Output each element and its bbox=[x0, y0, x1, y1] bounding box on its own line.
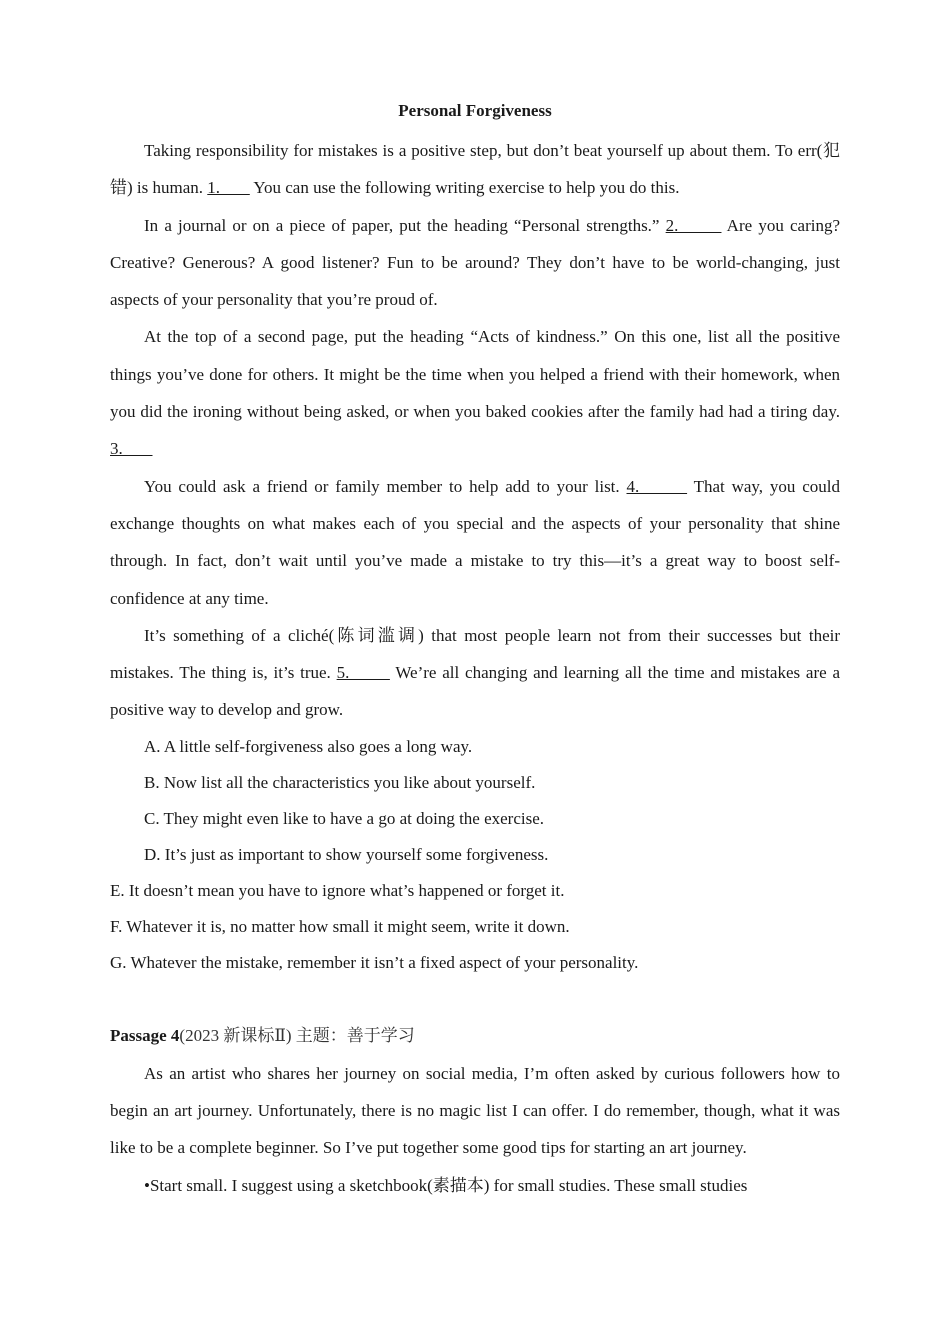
passage-4-paragraph-2: •Start small. I suggest using a sketchbook(素描本) for small studies. These small studies bbox=[144, 1175, 748, 1195]
blank-5: 5. bbox=[336, 663, 390, 683]
option-d: D. It’s just as important to show yourself some forgiveness. bbox=[144, 844, 549, 864]
option-c: C. They might even like to have a go at doing the exercise. bbox=[144, 808, 545, 828]
paragraph-4: You could ask a friend or family member to help add to your list. 4. That way, you could exchange thoughts on what makes each of you special and the aspects of your personality that shine through. In fact, don’t wait until you’ve made a mistake to try this—it’s a great way to boost self-confidence at any time. bbox=[110, 476, 840, 608]
document-page bbox=[110, 98, 840, 1204]
passage-4-label: Passage 4 bbox=[110, 1025, 180, 1045]
blank-1: 1. bbox=[207, 178, 250, 198]
blank-3: 3. bbox=[110, 439, 153, 459]
option-b: B. Now list all the characteristics you like about yourself. bbox=[144, 772, 536, 792]
passage-4-heading bbox=[110, 1023, 840, 1049]
blank-4: 4. bbox=[626, 476, 688, 496]
passage-title: Personal Forgiveness bbox=[398, 101, 552, 120]
paragraph-3: At the top of a second page, put the heading “Acts of kindness.” On this one, list all the positive things you’ve done for others. It might be the time when you helped a friend with their homework, when you did the ironing without being asked, or when you baked cookies after the family had had a tiring day. 3. bbox=[110, 327, 840, 459]
paragraph-1: Taking responsibility for mistakes is a positive step, but don’t beat yourself up about them. To err(犯错) is human. 1. You can use the following writing exercise to help you do this. bbox=[110, 141, 840, 198]
option-f: F. Whatever it is, no matter how small it might seem, write it down. bbox=[110, 916, 570, 936]
options-list bbox=[110, 729, 840, 981]
passage-4-paragraph-1: As an artist who shares her journey on social media, I’m often asked by curious followers how to begin an art journey. Unfortunately, there is no magic list I can offer. I do remember, though, what it was like to be a complete beginner. So I’ve put together some good tips for starting an art journey. bbox=[110, 1063, 840, 1158]
option-g: G. Whatever the mistake, remember it isn’t a fixed aspect of your personality. bbox=[110, 952, 639, 972]
blank-2: 2. bbox=[665, 215, 722, 235]
passage-4-meta: (2023 新课标Ⅱ) 主题：善于学习 bbox=[179, 1025, 415, 1045]
option-a: A. A little self-forgiveness also goes a long way. bbox=[144, 736, 473, 756]
paragraph-2: In a journal or on a piece of paper, put the heading “Personal strengths.” 2. Are you caring? Creative? Generous? A good listener? Fun to be around? They don’t have to be world-changing, just aspects of your personality that you’re proud of. bbox=[110, 215, 840, 310]
option-e: E. It doesn’t mean you have to ignore what’s happened or forget it. bbox=[110, 880, 565, 900]
paragraph-5: It’s something of a cliché(陈词滥调) that most people learn not from their successes but their mistakes. The thing is, it’s true. 5. We’re all changing and learning all the time and mistakes are a positive way to develop and grow. bbox=[110, 625, 841, 720]
